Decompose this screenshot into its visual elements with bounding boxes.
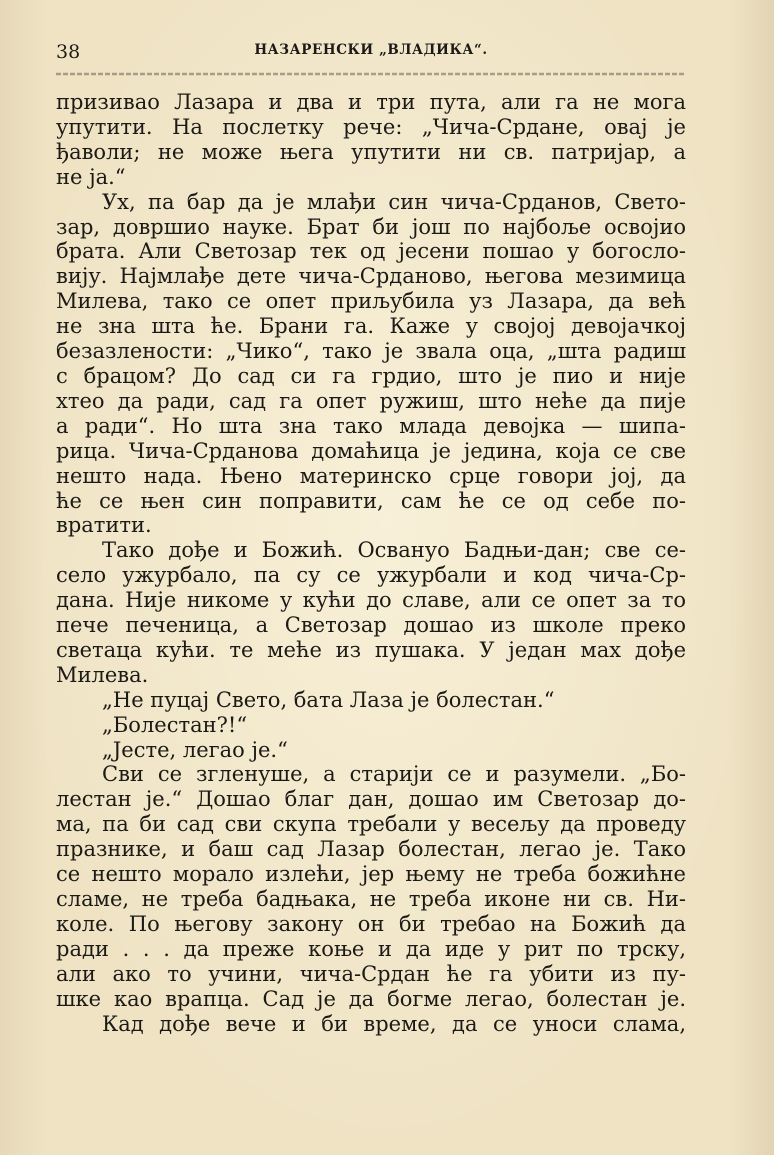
text-line: не ја.“ [56, 164, 126, 189]
text-line: брата. Али Светозар тек од јесени пошао у богосло- [56, 239, 686, 264]
book-page [56, 40, 686, 1036]
text-line: вратити. [56, 513, 152, 538]
text-line: шке као врапца. Сад је да богме легао, болестан је. [56, 986, 686, 1011]
text-line: село ужурбало, па су се ужурбали и код чича-Ср- [56, 563, 686, 588]
text-line: ће се њен син поправити, сам ће се од себе по- [56, 488, 686, 513]
text-line: сламе, не треба бадњака, не треба иконе ни св. Ни- [56, 887, 686, 911]
text-line: Кад дође вече и би време, да се уноси слама, [102, 1011, 686, 1036]
text-line: ђаволи; не може њега упутити ни св. патријар, а [56, 139, 686, 164]
running-title: НАЗАРЕНСКИ „ВЛАДИКА“. [254, 42, 488, 58]
text-line: „Јесте, легао је.“ [102, 737, 288, 762]
text-line: се нешто морало излећи, јер њему не треба божићне [56, 862, 686, 887]
text-line: коле. По његову закону он би требао на Божић да [56, 911, 686, 936]
text-line: дана. Није никоме у кући до славе, али се опет за то [56, 588, 686, 613]
text-line: хтео да ради, сад га опет ружиш, што неће да пије [56, 388, 686, 413]
text-line: празнике, и баш сад Лазар болестан, легао је. Тако [56, 837, 686, 862]
text-line: Сви се згленуше, а старији се и разумели. „Бо- [102, 762, 686, 787]
text-line: Тако дође и Божић. Освануо Бадњи-дан; све се- [102, 538, 686, 563]
text-line: упутити. На послетку рече: „Чича-Срдане, овај је [56, 114, 686, 139]
text-line: призивао Лазара и два и три пута, али га не мога [56, 90, 686, 114]
text-line: ради . . . да преже коње и да иде у рит по трску, [56, 936, 686, 961]
text-line: рица. Чича-Срданова домаћица је једина, која се све [56, 438, 686, 463]
text-line: пече печеница, а Светозар дошао из школе преко [56, 613, 686, 638]
text-line: нешто нада. Њено материнско срце говори јој, да [56, 463, 686, 488]
text-line: светаца кући. те мећe из пушака. У један мах дође [56, 637, 686, 662]
text-line: Ух, па бар да је млађи син чича-Срданов, Свето- [102, 189, 686, 214]
text-line: „Не пуцај Свето, бата Лаза је болестан.“ [102, 687, 555, 712]
text-line: вију. Најмлађе дете чича-Срданово, његова мезимица [56, 264, 686, 289]
text-line: с брацом? До сад си га грдио, што је пио и није [56, 363, 686, 388]
page-number: 38 [56, 41, 81, 63]
text-line: Милева, тако се опет приљубила уз Лазара, да већ [56, 289, 686, 314]
page-header [56, 40, 686, 66]
text-line: не зна шта ће. Брани га. Каже у својој девојачкој [56, 314, 686, 339]
text-line: али ако то учини, чича-Срдан ће га убити из пу- [56, 961, 686, 986]
text-line: зар, довршио науке. Брат би још по најбоље освојио [56, 214, 686, 239]
header-rule [56, 70, 686, 78]
text-line: лестан је.“ Дошао благ дан, дошао им Светозар до- [56, 787, 686, 812]
text-line: ма, па би сад сви скупа требали у весељу да проведу [56, 812, 686, 837]
text-line: „Болестан?!“ [102, 712, 248, 737]
text-line: безазлености: „Чико“, тако је звала оца, „шта радиш [56, 339, 686, 364]
text-line: Милева. [56, 662, 149, 687]
body-text [56, 90, 686, 1036]
text-line: а ради“. Но шта зна тако млада девојка — шипа- [56, 413, 686, 438]
